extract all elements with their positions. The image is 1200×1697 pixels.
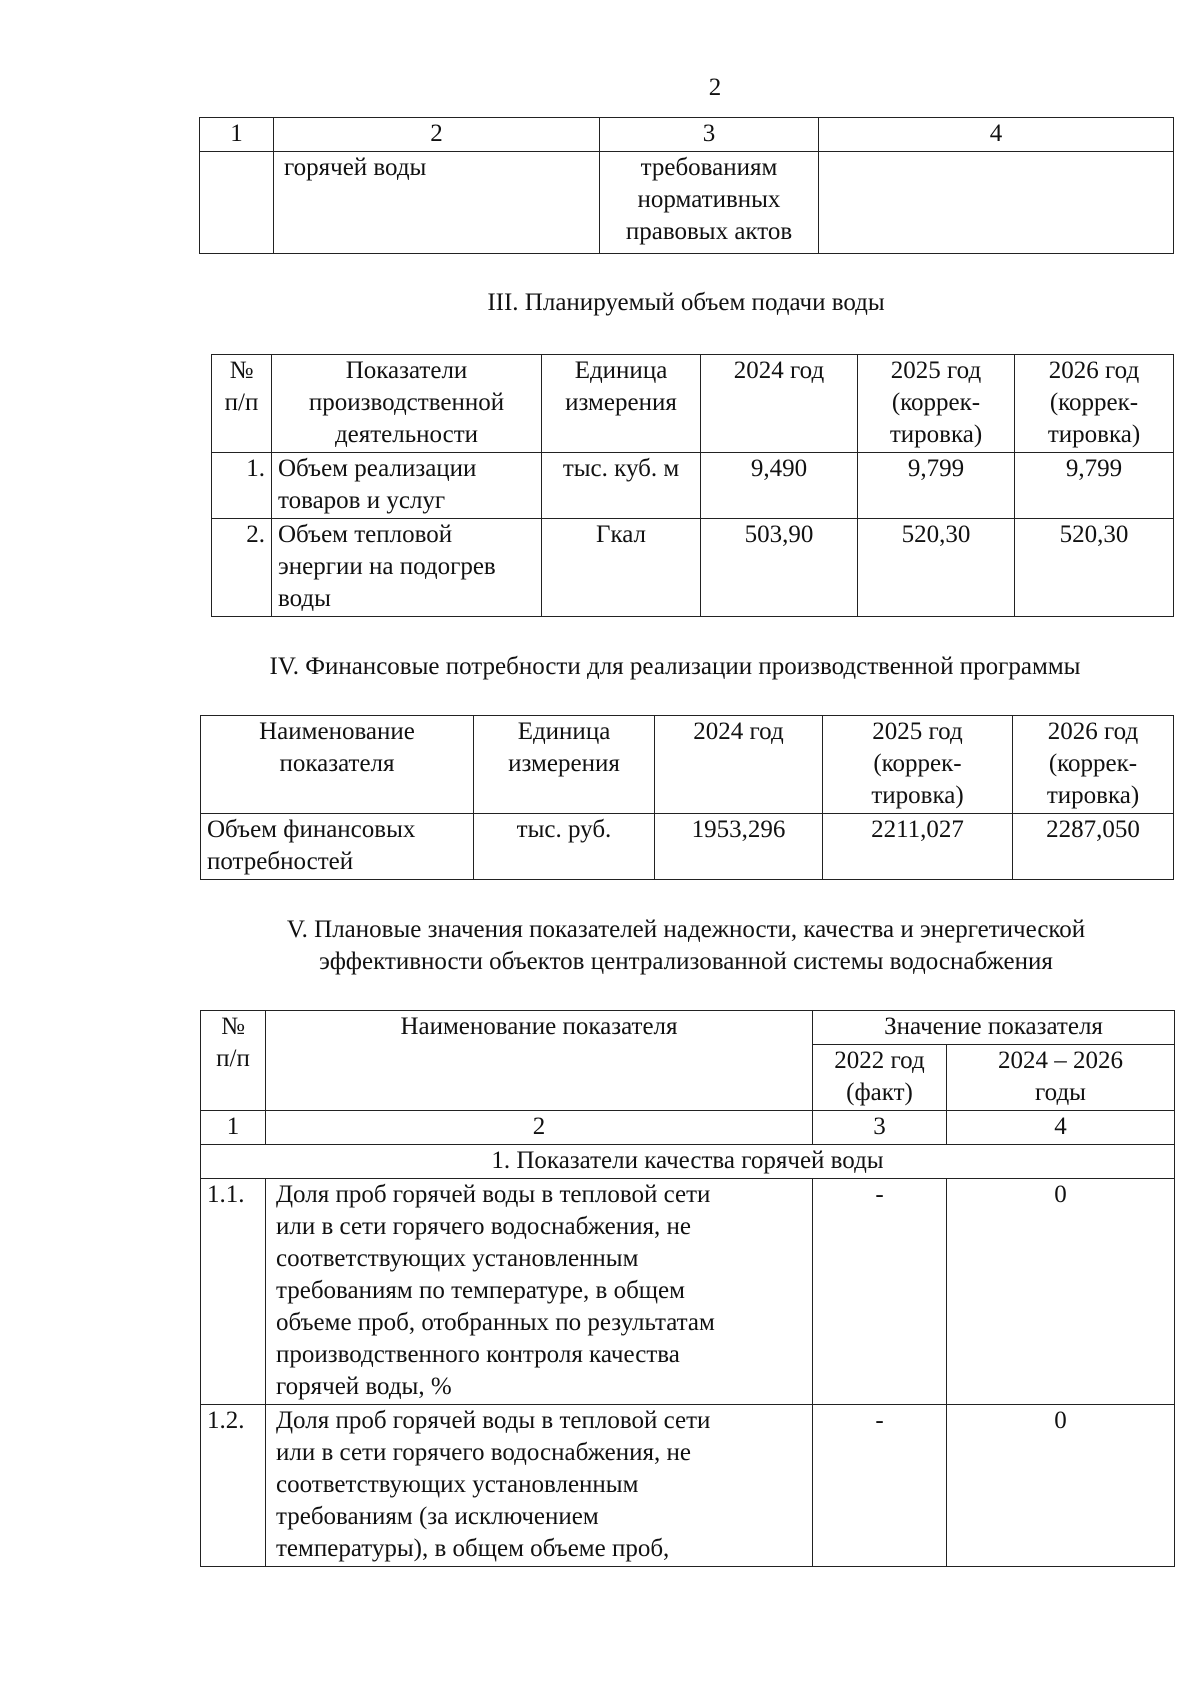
table-cell: 520,30 (858, 519, 1015, 617)
table-header-cell: 2026 год (коррек- тировка) (1013, 716, 1174, 814)
group-row (201, 1145, 1175, 1179)
table-cell: требованиям нормативных правовых актов (600, 152, 819, 254)
table-cell: 1953,296 (655, 814, 823, 880)
column-number-row (201, 1111, 1175, 1145)
table-cell: Объем финансовых потребностей (201, 814, 474, 880)
page-number: 2 (708, 74, 722, 101)
table-cell: - (813, 1405, 947, 1567)
table-cell (200, 152, 274, 254)
table-cell: 2 (274, 118, 600, 152)
table-header-cell: 2026 год (коррек- тировка) (1015, 355, 1174, 453)
table-cell: 9,490 (701, 453, 858, 519)
section-5-title: V. Плановые значения показателей надежности, качества и энергетической эффективности объектов централизованной системы водоснабжения (286, 916, 1086, 975)
table-row (201, 814, 1174, 880)
table-cell (819, 152, 1174, 254)
table-header-cell: 2024 год (655, 716, 823, 814)
table-row (201, 1179, 1175, 1405)
table-cell: 2287,050 (1013, 814, 1174, 880)
table-header-cell: Значение показателя (813, 1011, 1175, 1045)
table-header-row (212, 355, 1174, 453)
table-cell: 2211,027 (823, 814, 1013, 880)
table-cell: 0 (947, 1405, 1175, 1567)
financial-needs-table (200, 715, 1174, 880)
table-cell: 520,30 (1015, 519, 1174, 617)
table-cell: 1.1. (201, 1179, 266, 1405)
table-cell: 1 (201, 1111, 266, 1145)
continuation-table (199, 117, 1174, 254)
table-cell: 4 (947, 1111, 1175, 1145)
table-cell: 2 (266, 1111, 813, 1145)
table-header-cell: 2024 год (701, 355, 858, 453)
table-cell: 4 (819, 118, 1174, 152)
table-row (200, 152, 1174, 254)
table-cell: тыс. куб. м (542, 453, 701, 519)
table-header-cell: 2022 год (факт) (813, 1045, 947, 1111)
water-supply-volume-table (211, 354, 1174, 617)
table-cell: 3 (600, 118, 819, 152)
table-header-cell: Наименование показателя (266, 1011, 813, 1111)
table-cell: Гкал (542, 519, 701, 617)
table-header-cell: 2025 год (коррек- тировка) (858, 355, 1015, 453)
table-cell: 1.2. (201, 1405, 266, 1567)
table-header-row (201, 1011, 1175, 1045)
section-4-title: IV. Финансовые потребности для реализации производственной программы (269, 653, 1081, 680)
table-cell: 9,799 (858, 453, 1015, 519)
table-cell: Доля проб горячей воды в тепловой сети или в сети горячего водоснабжения, не соответствующих установленным требованиям (за исключением температуры), в общем объеме проб, (266, 1405, 813, 1567)
table-header-cell: Единица измерения (542, 355, 701, 453)
table-cell: 9,799 (1015, 453, 1174, 519)
table-cell: тыс. руб. (474, 814, 655, 880)
table-header-cell: 2024 – 2026 годы (947, 1045, 1175, 1111)
reliability-indicators-table (200, 1010, 1175, 1567)
table-header-row (200, 118, 1174, 152)
table-cell: 2. (212, 519, 272, 617)
table-cell: 503,90 (701, 519, 858, 617)
section-3-title: III. Планируемый объем подачи воды (487, 289, 885, 316)
group-title: 1. Показатели качества горячей воды (201, 1145, 1175, 1179)
table-header-cell: 2025 год (коррек- тировка) (823, 716, 1013, 814)
table-row (212, 453, 1174, 519)
table-cell: - (813, 1179, 947, 1405)
table-cell: 3 (813, 1111, 947, 1145)
table-cell: 1. (212, 453, 272, 519)
table-cell: Объем тепловой энергии на подогрев воды (272, 519, 542, 617)
table-cell: Доля проб горячей воды в тепловой сети или в сети горячего водоснабжения, не соответствующих установленным требованиям по температуре, в общем объеме проб, отобранных по результатам производственного контроля качества горячей воды, % (266, 1179, 813, 1405)
table-cell: 1 (200, 118, 274, 152)
table-header-cell: Наименование показателя (201, 716, 474, 814)
table-row (201, 1405, 1175, 1567)
table-header-cell: Показатели производственной деятельности (272, 355, 542, 453)
table-header-cell: Единица измерения (474, 716, 655, 814)
table-header-row (201, 716, 1174, 814)
table-header-cell: № п/п (212, 355, 272, 453)
table-cell: Объем реализации товаров и услуг (272, 453, 542, 519)
table-cell: 0 (947, 1179, 1175, 1405)
table-header-cell: № п/п (201, 1011, 266, 1111)
table-cell: горячей воды (274, 152, 600, 254)
table-row (212, 519, 1174, 617)
